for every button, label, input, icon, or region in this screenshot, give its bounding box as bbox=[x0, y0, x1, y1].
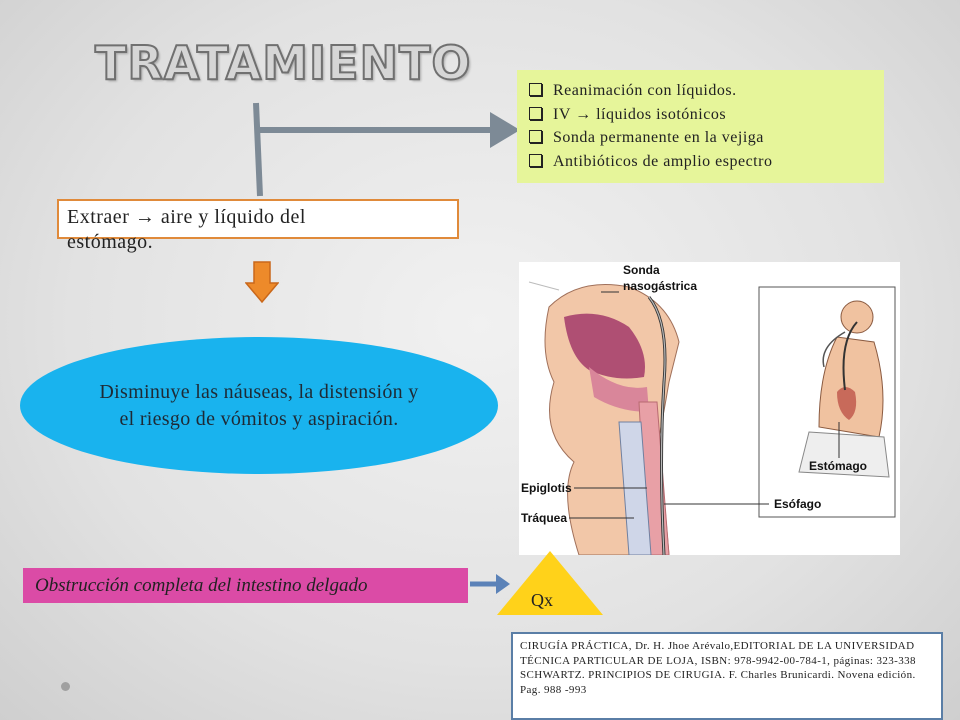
slide-dot bbox=[61, 682, 70, 691]
extract-text: Extraer → aire y líquido del estómago. bbox=[67, 206, 306, 253]
label-sonda bbox=[623, 263, 697, 293]
checkbox-bullet-icon bbox=[529, 130, 542, 143]
vertical-connector bbox=[256, 103, 260, 196]
down-arrow-icon bbox=[245, 261, 279, 303]
label-esofago: Esófago bbox=[774, 497, 822, 511]
checkbox-bullet-icon bbox=[529, 154, 542, 167]
label-sonda-line2: nasogástrica bbox=[623, 279, 698, 293]
label-sonda-line1: Sonda bbox=[623, 263, 660, 277]
references-box: CIRUGÍA PRÁCTICA, Dr. H. Jhoe Arévalo,EDITORIAL DE LA UNIVERSIDAD TÉCNICA PARTICULAR DE LOJA, ISBN: 978-9942-00-784-1, páginas: 323-338 SCHWARTZ. PRINCIPIOS DE CIRUGIA. F. Charles Brunicardi. Novena edición. Pag. 988 -993 bbox=[511, 632, 943, 720]
effect-text: Disminuye las náuseas, la distensión y el riesgo de vómitos y aspiración. bbox=[99, 380, 419, 430]
treatment-item: IV → líquidos isotónicos bbox=[529, 103, 884, 127]
label-epiglotis: Epiglotis bbox=[521, 481, 572, 495]
treatment-item: Sonda permanente en la vejiga bbox=[529, 126, 884, 150]
effect-ellipse bbox=[20, 337, 498, 474]
slide-title: TRATAMIENTO bbox=[95, 36, 472, 90]
checkbox-bullet-icon bbox=[529, 107, 542, 120]
label-estomago: Estómago bbox=[809, 459, 868, 473]
qx-label: Qx bbox=[531, 590, 553, 610]
treatments-box bbox=[517, 70, 884, 183]
treatment-item: Reanimación con líquidos. bbox=[529, 79, 884, 103]
label-traquea: Tráquea bbox=[521, 511, 568, 525]
obstruction-box: Obstrucción completa del intestino delgado bbox=[23, 568, 468, 603]
checkbox-bullet-icon bbox=[529, 83, 542, 96]
nasogastric-tube-illustration bbox=[519, 262, 900, 555]
treatment-item: Antibióticos de amplio espectro bbox=[529, 150, 884, 174]
